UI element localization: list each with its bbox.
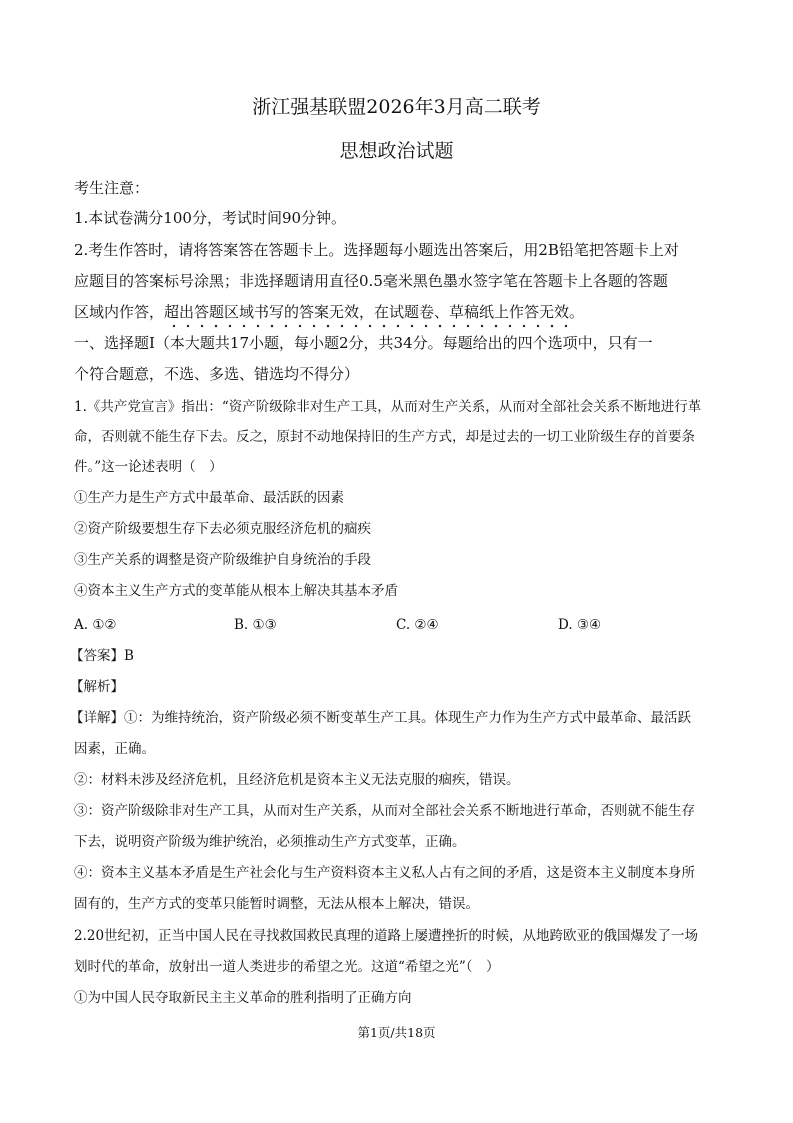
answer-value: B: [124, 648, 134, 664]
q1-detail-4-line-2: 固有的，生产方式的变革只能暂时调整，无法从根本上解决，错误。: [74, 896, 479, 912]
q1-option-c: C. ②④: [396, 617, 439, 633]
notice-item-2-line-3: [74, 302, 584, 322]
exam-subject: 思想政治试题: [339, 140, 454, 162]
exam-title: 浙江强基联盟2026年3月高二联考: [252, 96, 541, 118]
notice-item-1: 1.本试卷满分100分，考试时间90分钟。: [74, 209, 347, 227]
q1-detail-3-line-1: ③：资产阶级除非对生产工具，从而对生产关系，从而对全部社会关系不断地进行革命，否则就不能生存: [74, 803, 695, 819]
q1-statement-4: ④资本主义生产方式的变革能从根本上解决其基本矛盾: [74, 583, 398, 599]
q1-statement-2: ②资产阶级要想生存下去必须克服经济危机的痼疾: [74, 521, 371, 537]
section-heading-line-2: 个符合题意，不选、多选、错选均不得分）: [74, 365, 360, 383]
detail-1-text: ①：为维持统治，资产阶级必须不断变革生产工具。体现生产力作为生产方式中最革命、最活跃: [124, 710, 691, 726]
q1-stem-line-1: 1.《共产党宣言》指出：“资产阶级除非对生产工具，从而对生产关系，从而对全部社会关系不断地进行革: [74, 399, 702, 415]
page-number: 第1页/共18页: [357, 1025, 436, 1040]
q2-statement-1: ①为中国人民夺取新民主主义革命的胜利指明了正确方向: [74, 990, 412, 1006]
q1-option-d: D. ③④: [558, 617, 602, 633]
q1-option-b: B. ①③: [234, 617, 277, 633]
q1-detail-3-line-2: 下去，说明资产阶级为维护统治，必须推动生产方式变革，正确。: [74, 834, 466, 850]
notice-line3-suffix: 。: [569, 303, 585, 321]
detail-tag: 【详解】: [70, 710, 124, 726]
notice-heading: 考生注意：: [74, 179, 150, 197]
section-heading-line-1: 一、选择题Ⅰ（本大题共17小题，每小题2分，共34分。每题给出的四个选项中，只有一: [74, 334, 653, 352]
emphasized-notice-text: 超出答题区域书写的答案无效，在试题卷、草稿纸上作答无效: [164, 303, 569, 328]
q1-option-a: A. ①②: [74, 617, 117, 633]
q1-statement-3: ③生产关系的调整是资产阶级维护自身统治的手段: [74, 552, 371, 568]
answer-tag: 【答案】: [70, 648, 124, 664]
q2-stem-line-1: 2.20世纪初，正当中国人民在寻找救国救民真理的道路上屡遭挫折的时候，从地跨欧亚的俄国爆发了一场: [74, 928, 699, 944]
q1-statement-1: ①生产力是生产方式中最革命、最活跃的因素: [74, 490, 344, 506]
q1-answer: [70, 647, 134, 665]
q1-stem-line-2: 命，否则就不能生存下去。反之，原封不动地保持旧的生产方式，却是过去的一切工业阶级生存的首要条: [74, 429, 695, 445]
notice-item-2-line-2: 应题目的答案标号涂黑；非选择题请用直径0.5毫米黑色墨水签字笔在答题卡上各题的答题: [74, 272, 668, 290]
q1-detail-1-line-1: [70, 709, 691, 727]
q2-stem-line-2: 划时代的革命，放射出一道人类进步的希望之光。这道“希望之光”（ ）: [74, 959, 500, 975]
q1-detail-2: ②：材料未涉及经济危机，且经济危机是资本主义无法克服的痼疾，错误。: [74, 772, 520, 788]
q1-detail-4-line-1: ④：资本主义基本矛盾是生产社会化与生产资料资本主义私人占有之间的矛盾，这是资本主义制度本身所: [74, 865, 695, 881]
analysis-tag: 【解析】: [70, 679, 124, 695]
notice-line3-prefix: 区域内作答，: [74, 303, 165, 321]
notice-item-2-line-1: 2.考生作答时，请将答案答在答题卡上。选择题每小题选出答案后，用2B铅笔把答题卡上对: [74, 241, 679, 259]
q1-stem-line-3: 件。”这一论述表明（ ）: [74, 459, 223, 475]
q1-detail-1-line-2: 因素，正确。: [74, 741, 155, 757]
